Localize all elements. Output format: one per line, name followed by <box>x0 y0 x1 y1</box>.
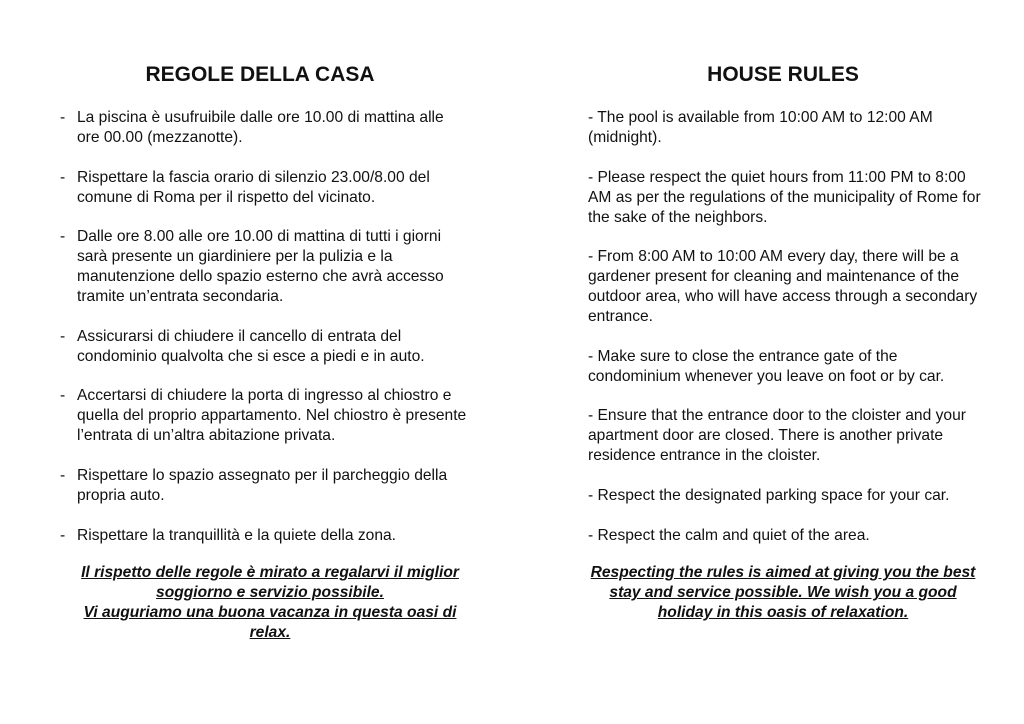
english-rule-gate: - Make sure to close the entrance gate of the condominium whenever you leave on foot or by car. <box>588 347 945 385</box>
italian-closing-line-1: Il rispetto delle regole è mirato a regalarvi il miglior soggiorno e servizio possibile. <box>81 564 459 602</box>
english-rule-pool: - The pool is available from 10:00 AM to 12:00 AM (midnight). <box>588 109 933 146</box>
italian-rule-pool: - La piscina è usufruibile dalle ore 10.00 di mattina alle ore 00.00 (mezzanotte). <box>60 108 470 148</box>
english-rules-column <box>588 60 988 623</box>
italian-rules-list <box>60 108 470 546</box>
italian-rule-tranquility: - Rispettare la tranquillità e la quiete della zona. <box>60 526 470 546</box>
english-rule-doors: - Ensure that the entrance door to the cloister and your apartment door are closed. There is another private residence entrance in the cloister. <box>588 407 966 465</box>
italian-rule-gate: - Assicurarsi di chiudere il cancello di entrata del condominio qualvolta che si esce a piedi e in auto. <box>60 327 470 367</box>
english-rule-parking: - Respect the designated parking space for your car. <box>588 486 950 504</box>
italian-rule-quiet-hours: - Rispettare la fascia orario di silenzio 23.00/8.00 del comune di Roma per il rispetto del vicinato. <box>60 168 470 208</box>
english-title: HOUSE RULES <box>707 63 859 86</box>
italian-rule-doors: - Accertarsi di chiudere la porta di ingresso al chiostro e quella del proprio appartamento. Nel chiostro è presente l’entrata di un’altra abitazione privata. <box>60 386 470 446</box>
italian-rule-parking: - Rispettare lo spazio assegnato per il parcheggio della propria auto. <box>60 466 470 506</box>
italian-rule-gardener: - Dalle ore 8.00 alle ore 10.00 di mattina di tutti i giorni sarà presente un giardiniere per la pulizia e la manutenzione dello spazio esterno che avrà accesso tramite un’entrata secondaria. <box>60 227 470 307</box>
italian-title: REGOLE DELLA CASA <box>145 63 375 86</box>
english-closing-note <box>588 563 978 623</box>
italian-rules-column <box>60 60 470 643</box>
english-rule-calm: - Respect the calm and quiet of the area. <box>588 526 870 544</box>
italian-closing-note <box>70 563 470 643</box>
english-rules-list <box>588 108 988 546</box>
english-closing-line: Respecting the rules is aimed at giving you the best stay and service possible. We wish you a good holiday in this oasis of relaxation. <box>590 564 976 622</box>
english-rule-gardener: - From 8:00 AM to 10:00 AM every day, there will be a gardener present for cleaning and maintenance of the outdoor area, who will have access through a secondary entrance. <box>588 248 978 326</box>
english-rule-quiet-hours: - Please respect the quiet hours from 11:00 PM to 8:00 AM as per the regulations of the municipality of Rome for the sake of the neighbors. <box>588 168 981 226</box>
italian-closing-line-2: Vi auguriamo una buona vacanza in questa oasi di relax. <box>83 604 457 642</box>
